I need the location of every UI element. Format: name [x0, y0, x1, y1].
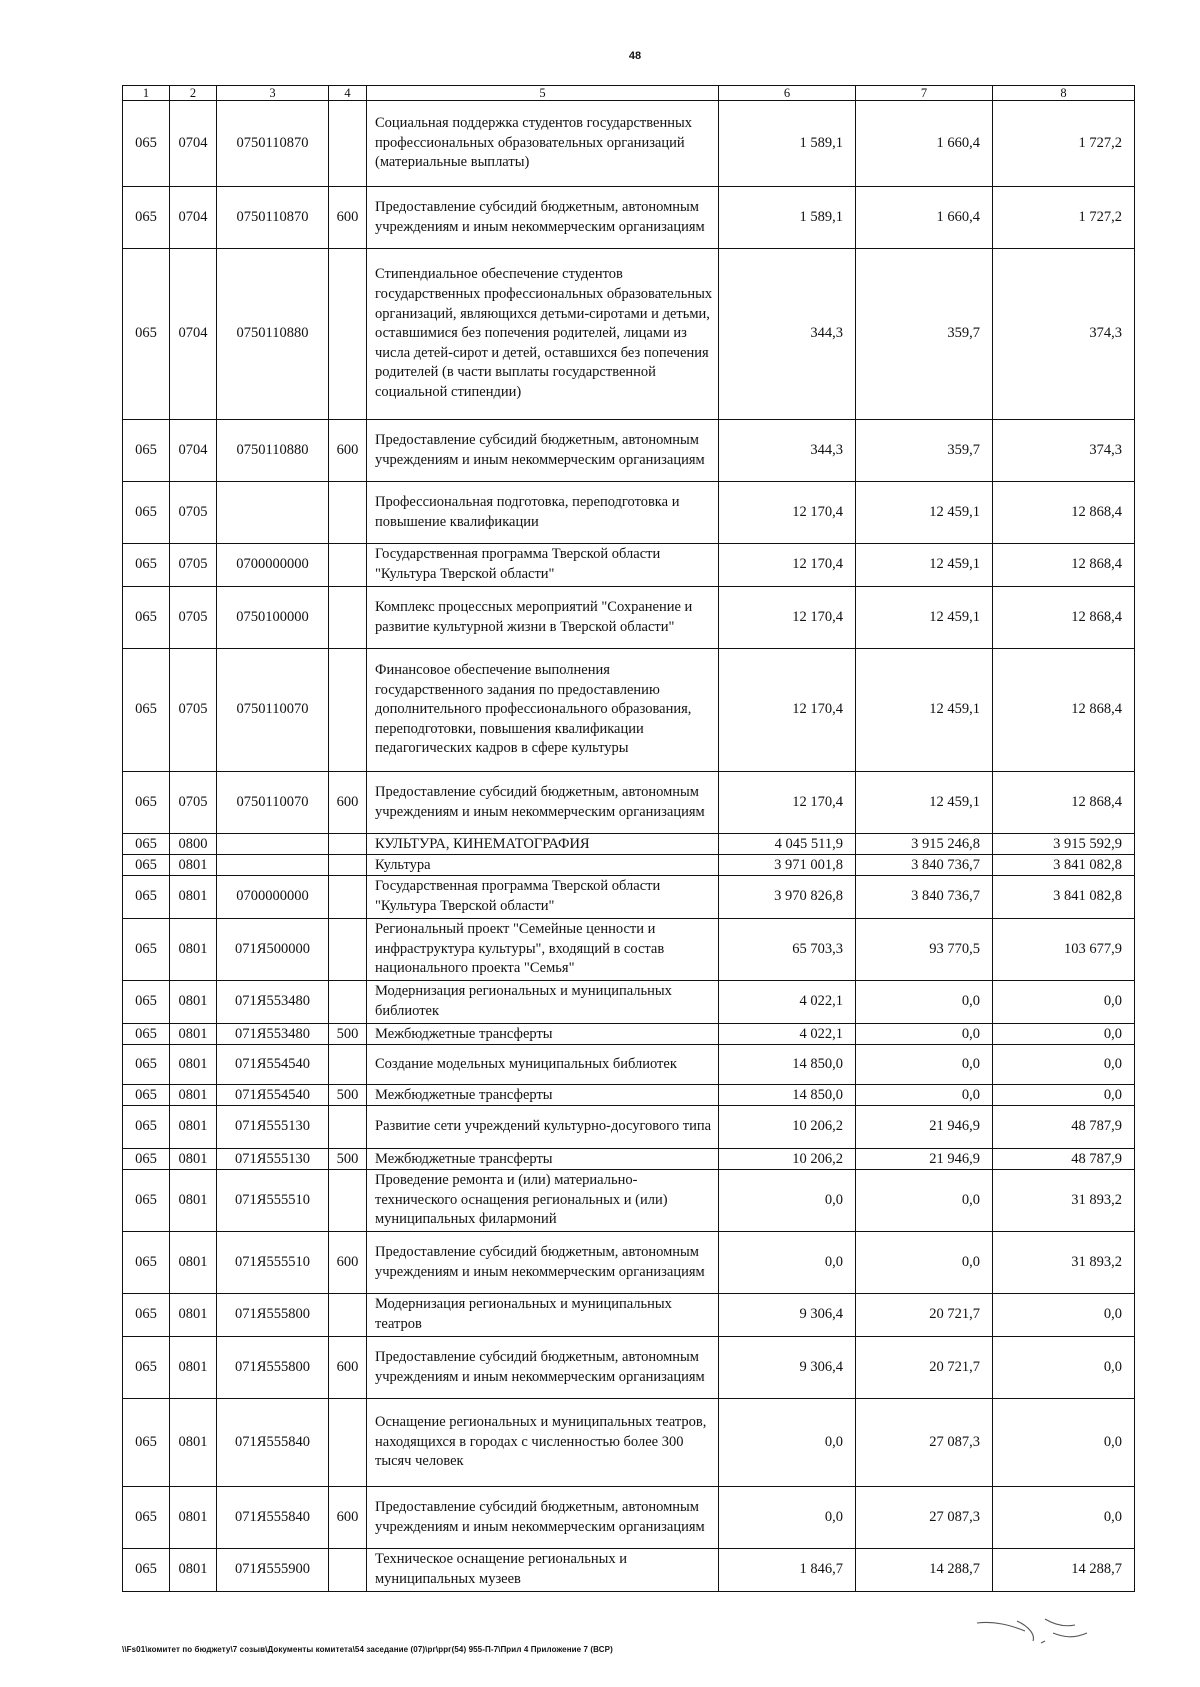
code-column-4: [329, 587, 367, 649]
value-column-8: 0,0: [993, 1024, 1135, 1045]
value-column-7: 0,0: [856, 1232, 993, 1294]
code-column-1: 065: [123, 101, 170, 187]
code-column-2: 0801: [170, 1399, 217, 1487]
row-name: Предоставление субсидий бюджетным, автономным учреждениям и иным некоммерческим организациям: [367, 1232, 719, 1294]
value-column-8: 3 915 592,9: [993, 834, 1135, 855]
table-row: [123, 1024, 1135, 1045]
value-column-8: 0,0: [993, 981, 1135, 1024]
column-header: 8: [993, 86, 1135, 101]
value-column-6: 12 170,4: [719, 587, 856, 649]
table-row: [123, 1337, 1135, 1399]
value-column-6: 4 022,1: [719, 981, 856, 1024]
code-column-4: 500: [329, 1085, 367, 1106]
value-column-7: 0,0: [856, 1085, 993, 1106]
code-column-2: 0801: [170, 1549, 217, 1592]
page-number: 48: [628, 50, 642, 62]
code-column-2: 0704: [170, 187, 217, 249]
code-column-4: [329, 482, 367, 544]
value-column-8: 12 868,4: [993, 772, 1135, 834]
code-column-3: 071Я555510: [217, 1232, 329, 1294]
value-column-6: 0,0: [719, 1232, 856, 1294]
code-column-4: [329, 1294, 367, 1337]
table-row: [123, 1487, 1135, 1549]
value-column-6: 12 170,4: [719, 772, 856, 834]
value-column-8: 12 868,4: [993, 482, 1135, 544]
row-name: Комплекс процессных мероприятий "Сохранение и развитие культурной жизни в Тверской области": [367, 587, 719, 649]
row-name: Создание модельных муниципальных библиотек: [367, 1045, 719, 1085]
value-column-6: 65 703,3: [719, 919, 856, 981]
value-column-7: 1 660,4: [856, 187, 993, 249]
code-column-3: 071Я555900: [217, 1549, 329, 1592]
code-column-2: 0801: [170, 1106, 217, 1149]
row-name: Предоставление субсидий бюджетным, автономным учреждениям и иным некоммерческим организациям: [367, 187, 719, 249]
code-column-4: [329, 855, 367, 876]
code-column-1: 065: [123, 1487, 170, 1549]
code-column-2: 0801: [170, 1294, 217, 1337]
table-row: [123, 834, 1135, 855]
value-column-7: 1 660,4: [856, 101, 993, 187]
code-column-2: 0704: [170, 249, 217, 420]
code-column-3: 071Я555130: [217, 1106, 329, 1149]
value-column-8: 14 288,7: [993, 1549, 1135, 1592]
value-column-6: 4 045 511,9: [719, 834, 856, 855]
value-column-6: 344,3: [719, 249, 856, 420]
code-column-3: 0750110070: [217, 772, 329, 834]
table-row: [123, 249, 1135, 420]
row-name: Развитие сети учреждений культурно-досугового типа: [367, 1106, 719, 1149]
code-column-1: 065: [123, 855, 170, 876]
code-column-2: 0801: [170, 1487, 217, 1549]
value-column-8: 0,0: [993, 1294, 1135, 1337]
row-name: Модернизация региональных и муниципальных библиотек: [367, 981, 719, 1024]
code-column-1: 065: [123, 1170, 170, 1232]
row-name: Предоставление субсидий бюджетным, автономным учреждениям и иным некоммерческим организациям: [367, 1487, 719, 1549]
table-row: [123, 1232, 1135, 1294]
code-column-4: [329, 1399, 367, 1487]
code-column-1: 065: [123, 649, 170, 772]
code-column-2: 0801: [170, 981, 217, 1024]
value-column-8: 1 727,2: [993, 101, 1135, 187]
code-column-3: 071Я554540: [217, 1085, 329, 1106]
code-column-4: [329, 1170, 367, 1232]
code-column-3: 0750100000: [217, 587, 329, 649]
row-name: Профессиональная подготовка, переподготовка и повышение квалификации: [367, 482, 719, 544]
code-column-2: 0801: [170, 1337, 217, 1399]
value-column-6: 0,0: [719, 1399, 856, 1487]
value-column-6: 12 170,4: [719, 649, 856, 772]
code-column-4: [329, 1106, 367, 1149]
code-column-2: 0705: [170, 482, 217, 544]
table-row: [123, 649, 1135, 772]
code-column-1: 065: [123, 1106, 170, 1149]
value-column-6: 3 971 001,8: [719, 855, 856, 876]
code-column-4: 600: [329, 772, 367, 834]
value-column-6: 1 589,1: [719, 101, 856, 187]
code-column-4: 500: [329, 1024, 367, 1045]
row-name: Стипендиальное обеспечение студентов государственных профессиональных образовательных организаций, являющихся детьми-сиротами и детьми, оставшимися без попечения родителей, лицами из числа детей-сирот и детей, оставшихся без попечения родителей (в части выплаты государственной социальной стипендии): [367, 249, 719, 420]
row-name: Межбюджетные трансферты: [367, 1085, 719, 1106]
table-row: [123, 1170, 1135, 1232]
value-column-8: 0,0: [993, 1337, 1135, 1399]
code-column-3: 071Я555800: [217, 1294, 329, 1337]
table-row: [123, 587, 1135, 649]
value-column-7: 27 087,3: [856, 1399, 993, 1487]
value-column-8: 12 868,4: [993, 587, 1135, 649]
code-column-2: 0705: [170, 544, 217, 587]
value-column-7: 12 459,1: [856, 587, 993, 649]
code-column-3: 0750110870: [217, 101, 329, 187]
value-column-7: 27 087,3: [856, 1487, 993, 1549]
value-column-8: 374,3: [993, 420, 1135, 482]
code-column-3: [217, 834, 329, 855]
code-column-4: [329, 1045, 367, 1085]
code-column-3: 071Я555130: [217, 1149, 329, 1170]
value-column-8: 48 787,9: [993, 1149, 1135, 1170]
value-column-7: 0,0: [856, 1045, 993, 1085]
value-column-6: 14 850,0: [719, 1045, 856, 1085]
code-column-1: 065: [123, 1149, 170, 1170]
table-row: [123, 981, 1135, 1024]
code-column-1: 065: [123, 420, 170, 482]
code-column-1: 065: [123, 1085, 170, 1106]
code-column-1: 065: [123, 772, 170, 834]
column-header: 6: [719, 86, 856, 101]
value-column-6: 12 170,4: [719, 482, 856, 544]
value-column-8: 374,3: [993, 249, 1135, 420]
value-column-8: 103 677,9: [993, 919, 1135, 981]
table-row: [123, 1399, 1135, 1487]
code-column-3: 0700000000: [217, 876, 329, 919]
code-column-2: 0704: [170, 101, 217, 187]
value-column-7: 3 840 736,7: [856, 876, 993, 919]
code-column-1: 065: [123, 1232, 170, 1294]
signature-mark: [975, 1615, 1095, 1655]
value-column-7: 359,7: [856, 249, 993, 420]
code-column-4: [329, 919, 367, 981]
value-column-6: 3 970 826,8: [719, 876, 856, 919]
row-name: Социальная поддержка студентов государственных профессиональных образовательных организаций (материальные выплаты): [367, 101, 719, 187]
value-column-6: 0,0: [719, 1487, 856, 1549]
code-column-2: 0801: [170, 1045, 217, 1085]
code-column-3: 071Я554540: [217, 1045, 329, 1085]
value-column-7: 359,7: [856, 420, 993, 482]
value-column-7: 21 946,9: [856, 1149, 993, 1170]
code-column-3: 071Я500000: [217, 919, 329, 981]
code-column-1: 065: [123, 249, 170, 420]
code-column-1: 065: [123, 544, 170, 587]
row-name: Предоставление субсидий бюджетным, автономным учреждениям и иным некоммерческим организациям: [367, 420, 719, 482]
code-column-3: 0750110070: [217, 649, 329, 772]
value-column-8: 0,0: [993, 1399, 1135, 1487]
value-column-7: 0,0: [856, 1024, 993, 1045]
code-column-2: 0801: [170, 1024, 217, 1045]
value-column-8: 1 727,2: [993, 187, 1135, 249]
row-name: Модернизация региональных и муниципальных театров: [367, 1294, 719, 1337]
code-column-4: 600: [329, 187, 367, 249]
code-column-1: 065: [123, 834, 170, 855]
code-column-3: 0700000000: [217, 544, 329, 587]
table-row: [123, 1045, 1135, 1085]
code-column-4: [329, 876, 367, 919]
code-column-4: [329, 544, 367, 587]
code-column-4: [329, 649, 367, 772]
table-row: [123, 919, 1135, 981]
value-column-6: 344,3: [719, 420, 856, 482]
value-column-8: 31 893,2: [993, 1170, 1135, 1232]
code-column-1: 065: [123, 1294, 170, 1337]
table-row: [123, 420, 1135, 482]
value-column-6: 4 022,1: [719, 1024, 856, 1045]
code-column-2: 0705: [170, 772, 217, 834]
table-row: [123, 101, 1135, 187]
value-column-8: 0,0: [993, 1487, 1135, 1549]
code-column-1: 065: [123, 1024, 170, 1045]
column-header: 4: [329, 86, 367, 101]
value-column-6: 10 206,2: [719, 1106, 856, 1149]
code-column-2: 0704: [170, 420, 217, 482]
code-column-1: 065: [123, 1549, 170, 1592]
code-column-1: 065: [123, 876, 170, 919]
code-column-4: [329, 101, 367, 187]
value-column-7: 12 459,1: [856, 649, 993, 772]
code-column-1: 065: [123, 1399, 170, 1487]
code-column-2: 0801: [170, 919, 217, 981]
value-column-6: 1 846,7: [719, 1549, 856, 1592]
table-row: [123, 855, 1135, 876]
row-name: Финансовое обеспечение выполнения государственного задания по предоставлению дополнительного профессионального образования, переподготовки, повышения квалификации педагогических кадров в сфере культуры: [367, 649, 719, 772]
value-column-6: 10 206,2: [719, 1149, 856, 1170]
code-column-2: 0801: [170, 876, 217, 919]
code-column-3: 071Я555800: [217, 1337, 329, 1399]
table-row: [123, 772, 1135, 834]
row-name: Государственная программа Тверской области "Культура Тверской области": [367, 876, 719, 919]
row-name: Оснащение региональных и муниципальных театров, находящихся в городах с численностью более 300 тысяч человек: [367, 1399, 719, 1487]
table-row: [123, 1294, 1135, 1337]
code-column-4: [329, 981, 367, 1024]
value-column-6: 14 850,0: [719, 1085, 856, 1106]
table-body: [123, 101, 1135, 1592]
value-column-6: 12 170,4: [719, 544, 856, 587]
row-name: Межбюджетные трансферты: [367, 1024, 719, 1045]
value-column-7: 3 840 736,7: [856, 855, 993, 876]
value-column-7: 20 721,7: [856, 1294, 993, 1337]
code-column-1: 065: [123, 1045, 170, 1085]
code-column-2: 0801: [170, 1170, 217, 1232]
code-column-3: [217, 482, 329, 544]
row-name: Региональный проект "Семейные ценности и инфраструктура культуры", входящий в состав национального проекта "Семья": [367, 919, 719, 981]
code-column-3: 0750110870: [217, 187, 329, 249]
value-column-7: 93 770,5: [856, 919, 993, 981]
code-column-4: 600: [329, 1487, 367, 1549]
row-name: Культура: [367, 855, 719, 876]
value-column-8: 0,0: [993, 1045, 1135, 1085]
code-column-4: [329, 249, 367, 420]
code-column-1: 065: [123, 1337, 170, 1399]
budget-table: [122, 85, 1135, 1592]
value-column-8: 3 841 082,8: [993, 855, 1135, 876]
footer-file-path: \\Fs01\комитет по бюджету\7 созыв\Документы комитета\54 заседание (07)\рг\ррг(54) 955-П-7\Прил 4 Приложение 7 (ВСР): [122, 1645, 613, 1654]
value-column-6: 0,0: [719, 1170, 856, 1232]
table-row: [123, 876, 1135, 919]
row-name: Межбюджетные трансферты: [367, 1149, 719, 1170]
value-column-6: 1 589,1: [719, 187, 856, 249]
table-row: [123, 1085, 1135, 1106]
code-column-2: 0705: [170, 587, 217, 649]
value-column-8: 3 841 082,8: [993, 876, 1135, 919]
value-column-6: 9 306,4: [719, 1294, 856, 1337]
table-row: [123, 482, 1135, 544]
code-column-2: 0705: [170, 649, 217, 772]
code-column-2: 0801: [170, 1149, 217, 1170]
row-name: Предоставление субсидий бюджетным, автономным учреждениям и иным некоммерческим организациям: [367, 772, 719, 834]
value-column-7: 21 946,9: [856, 1106, 993, 1149]
value-column-7: 3 915 246,8: [856, 834, 993, 855]
code-column-1: 065: [123, 981, 170, 1024]
column-header: 7: [856, 86, 993, 101]
code-column-2: 0801: [170, 1232, 217, 1294]
code-column-2: 0800: [170, 834, 217, 855]
code-column-3: 071Я555510: [217, 1170, 329, 1232]
row-name: Государственная программа Тверской области "Культура Тверской области": [367, 544, 719, 587]
value-column-7: 12 459,1: [856, 772, 993, 834]
code-column-3: 071Я553480: [217, 1024, 329, 1045]
table-row: [123, 1106, 1135, 1149]
row-name: Предоставление субсидий бюджетным, автономным учреждениям и иным некоммерческим организациям: [367, 1337, 719, 1399]
code-column-3: 071Я555840: [217, 1487, 329, 1549]
value-column-7: 12 459,1: [856, 544, 993, 587]
code-column-1: 065: [123, 919, 170, 981]
code-column-2: 0801: [170, 1085, 217, 1106]
table-row: [123, 187, 1135, 249]
value-column-8: 12 868,4: [993, 544, 1135, 587]
column-header: 3: [217, 86, 329, 101]
code-column-3: 071Я553480: [217, 981, 329, 1024]
table-row: [123, 1549, 1135, 1592]
value-column-7: 0,0: [856, 1170, 993, 1232]
column-number-row: [123, 86, 1135, 101]
column-header: 2: [170, 86, 217, 101]
value-column-8: 48 787,9: [993, 1106, 1135, 1149]
row-name: Проведение ремонта и (или) материально-технического оснащения региональных и (или) муниципальных филармоний: [367, 1170, 719, 1232]
code-column-4: 500: [329, 1149, 367, 1170]
value-column-8: 31 893,2: [993, 1232, 1135, 1294]
code-column-1: 065: [123, 482, 170, 544]
code-column-1: 065: [123, 587, 170, 649]
value-column-7: 12 459,1: [856, 482, 993, 544]
code-column-3: 0750110880: [217, 420, 329, 482]
column-header: 1: [123, 86, 170, 101]
code-column-1: 065: [123, 187, 170, 249]
code-column-4: 600: [329, 420, 367, 482]
code-column-4: 600: [329, 1337, 367, 1399]
value-column-8: 0,0: [993, 1085, 1135, 1106]
column-header: 5: [367, 86, 719, 101]
table-row: [123, 1149, 1135, 1170]
value-column-7: 20 721,7: [856, 1337, 993, 1399]
row-name: Техническое оснащение региональных и муниципальных музеев: [367, 1549, 719, 1592]
table-row: [123, 544, 1135, 587]
code-column-3: 071Я555840: [217, 1399, 329, 1487]
code-column-2: 0801: [170, 855, 217, 876]
row-name: КУЛЬТУРА, КИНЕМАТОГРАФИЯ: [367, 834, 719, 855]
code-column-3: [217, 855, 329, 876]
value-column-6: 9 306,4: [719, 1337, 856, 1399]
code-column-4: [329, 1549, 367, 1592]
code-column-4: [329, 834, 367, 855]
code-column-3: 0750110880: [217, 249, 329, 420]
value-column-7: 0,0: [856, 981, 993, 1024]
code-column-4: 600: [329, 1232, 367, 1294]
value-column-8: 12 868,4: [993, 649, 1135, 772]
value-column-7: 14 288,7: [856, 1549, 993, 1592]
